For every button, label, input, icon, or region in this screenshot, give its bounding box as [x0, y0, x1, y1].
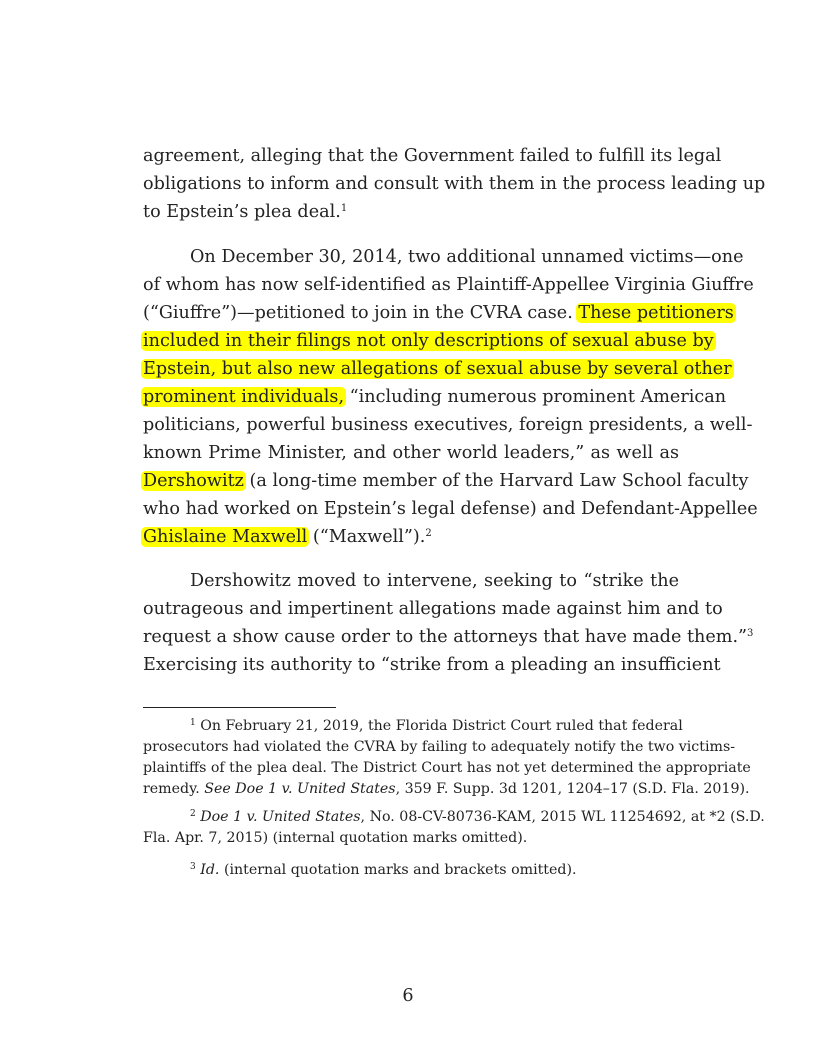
footnote-number: 3 — [190, 862, 196, 872]
body-line — [143, 355, 732, 383]
footnote-line: plaintiffs of the plea deal. The District Court has not yet determined the appropriate — [143, 760, 751, 776]
highlight: Ghislaine Maxwell — [143, 527, 308, 547]
paragraph-3 — [143, 567, 754, 679]
body-line: to Epstein’s plea deal.$^1$ — [143, 202, 348, 222]
footnote-ref-1[interactable]: 1 — [340, 203, 348, 214]
body-line: On December 30, 2014, two additional unnamed victims—one — [190, 247, 744, 267]
body-line: Exercising its authority to “strike from a pleading an insufficient — [143, 655, 721, 675]
highlight: prominent individuals, — [143, 387, 345, 407]
footnote-line: $^1$ On February 21, 2019, the Florida District Court ruled that federal — [190, 718, 683, 734]
highlight: These petitioners — [578, 303, 734, 323]
footnote-3 — [143, 860, 679, 881]
highlight: Epstein, but also new allegations of sexual abuse by several other — [143, 359, 732, 379]
footnote-separator — [143, 707, 336, 708]
body-line: of whom has now self-identified as Plaintiff-Appellee Virginia Giuffre — [143, 275, 754, 295]
highlight: included in their filings not only descriptions of sexual abuse by — [143, 331, 714, 351]
body-line: Ghislaine Maxwell (“Maxwell”).$^2$ — [143, 527, 432, 547]
paragraph-2 — [143, 243, 758, 551]
body-line — [143, 327, 714, 355]
body-line: Dershowitz (a long-time member of the Harvard Law School faculty — [143, 471, 749, 491]
body-line: agreement, alleging that the Government failed to fulfill its legal — [143, 146, 722, 166]
body-line: known Prime Minister, and other world leaders,” as well as — [143, 443, 679, 463]
citation-id: Id. — [200, 862, 220, 878]
highlight: Dershowitz — [143, 471, 244, 491]
body-line: outrageous and impertinent allegations made against him and to — [143, 599, 723, 619]
body-line: (“Giuffre”)—petitioned to join in the CVRA case. These petitioners — [143, 303, 734, 323]
footnote-2 — [143, 807, 765, 849]
body-line: Dershowitz moved to intervene, seeking to “strike the — [190, 571, 679, 591]
footnote-number: 2 — [190, 809, 196, 819]
footnote-line: Fla. Apr. 7, 2015) (internal quotation marks omitted). — [143, 830, 528, 846]
case-citation: Doe 1 v. United States — [200, 809, 361, 825]
body-line: prominent individuals, “including numerous prominent American — [143, 387, 727, 407]
footnote-number: 1 — [190, 718, 196, 728]
body-line: who had worked on Epstein’s legal defense) and Defendant-Appellee — [143, 499, 758, 519]
body-line: obligations to inform and consult with them in the process leading up — [143, 174, 766, 194]
footnote-1 — [143, 716, 751, 800]
page-number: 6 — [402, 986, 414, 1006]
footnote-ref-3[interactable]: 3 — [747, 628, 754, 639]
body-line: request a show cause order to the attorneys that have made them.”$^3$ — [143, 627, 754, 647]
footnote-ref-2[interactable]: 2 — [425, 528, 432, 539]
footnote-line: $^3$ Id. (internal quotation marks and brackets omitted). — [190, 862, 577, 878]
footnote-line: prosecutors had violated the CVRA by failing to adequately notify the two victims- — [143, 739, 736, 755]
case-citation: See Doe 1 v. United States — [204, 781, 396, 797]
footnote-line: $^2$ Doe 1 v. United States, No. 08-CV-80736-KAM, 2015 WL 11254692, at *2 (S.D. — [190, 809, 765, 825]
paragraph-1 — [143, 142, 766, 226]
body-line: politicians, powerful business executives, foreign presidents, a well- — [143, 415, 753, 435]
footnote-line: remedy. See Doe 1 v. United States, 359 F. Supp. 3d 1201, 1204–17 (S.D. Fla. 2019). — [143, 781, 750, 797]
